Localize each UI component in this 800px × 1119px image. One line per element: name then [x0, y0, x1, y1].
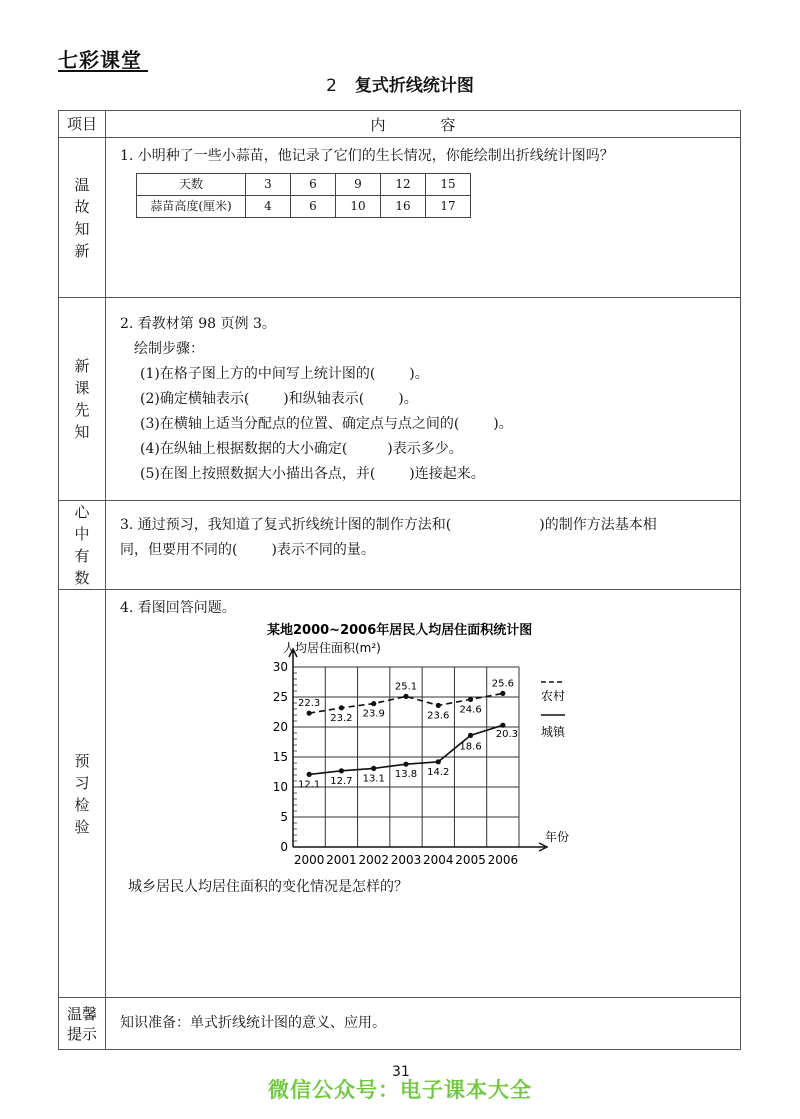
q4-text: 4. 看图回答问题。 — [120, 600, 236, 616]
x-tick-label: 2000 — [293, 853, 325, 867]
data-label: 12.7 — [330, 775, 353, 787]
q3-l1a: 3. 通过预习，我知道了复式折线统计图的制作方法和( — [120, 517, 452, 533]
data-label: 13.8 — [394, 769, 418, 781]
table-cell: 17 — [426, 196, 471, 218]
table-cell: 15 — [426, 174, 471, 196]
title-number: 2 — [326, 76, 337, 96]
table-row — [137, 174, 471, 196]
data-label: 12.1 — [298, 779, 321, 791]
data-point — [500, 691, 505, 696]
q3-line-2 — [120, 538, 728, 563]
chart-title: 某地2000~2006年居民人均居住面积统计图 — [267, 623, 533, 638]
y-tick-label: 10 — [272, 780, 288, 794]
step-2-a: (2)确定横轴表示( — [140, 391, 250, 407]
header-content: 内 容 — [106, 111, 741, 138]
step-4 — [120, 437, 728, 462]
worksheet-table — [58, 110, 741, 1050]
step-1 — [120, 362, 728, 387]
title-text: 复式折线统计图 — [354, 76, 474, 96]
tip-text: 知识准备：单式折线统计图的意义、应用。 — [120, 1015, 386, 1031]
section-label-tip: 温馨 提示 — [59, 998, 106, 1050]
table-cell: 12 — [381, 174, 426, 196]
q1-text: 1. 小明种了一些小蒜苗，他记录了它们的生长情况，你能绘制出折线统计图吗？ — [120, 148, 614, 164]
step-5-b: )连接起来。 — [409, 466, 485, 482]
x-tick-label: 2005 — [455, 853, 486, 867]
step-4-a: (4)在纵轴上根据数据的大小确定( — [140, 441, 348, 457]
header-item: 项目 — [59, 111, 106, 138]
step-3-a: (3)在横轴上适当分配点的位置、确定点与点之间的( — [140, 416, 460, 432]
y-tick-label: 0 — [280, 840, 288, 854]
section-label-check: 预 习 检 验 — [59, 590, 106, 998]
y-tick-label: 30 — [272, 660, 288, 674]
data-point — [371, 701, 376, 706]
data-label: 23.2 — [330, 712, 353, 724]
table-row — [137, 196, 471, 218]
step-2-c: )。 — [398, 391, 418, 407]
legend-rural: 农村 — [541, 689, 566, 703]
understand-cell — [106, 501, 741, 590]
step-2 — [120, 387, 728, 412]
table-cell: 天数 — [137, 174, 246, 196]
step-5 — [120, 462, 728, 487]
page-title — [0, 71, 800, 96]
step-4-b: )表示多少。 — [387, 441, 463, 457]
data-point — [468, 733, 473, 738]
data-label: 23.9 — [362, 708, 385, 720]
data-label: 25.1 — [394, 681, 418, 693]
section-label-preview: 新 课 先 知 — [59, 298, 106, 501]
table-cell: 10 — [336, 196, 381, 218]
q3-l1b: )的制作方法基本相 — [539, 517, 657, 533]
y-tick-label: 5 — [280, 810, 288, 824]
q3-l2b: )表示不同的量。 — [271, 542, 375, 558]
data-label: 14.2 — [427, 766, 450, 778]
table-cell: 16 — [381, 196, 426, 218]
q2-text: 2. 看教材第 98 页例 3。 — [120, 316, 276, 332]
data-point — [307, 772, 312, 777]
chart-xlabel: 年份 — [545, 830, 570, 844]
q2-intro: 绘制步骤： — [134, 341, 204, 357]
data-point — [371, 766, 376, 771]
data-label: 25.6 — [491, 678, 514, 690]
data-point — [339, 768, 344, 773]
data-label: 23.6 — [427, 710, 450, 722]
section-label-review: 温 故 知 新 — [59, 138, 106, 298]
data-label: 24.6 — [459, 704, 482, 716]
step-3 — [120, 412, 728, 437]
step-5-a: (5)在图上按照数据大小描出各点，并( — [140, 466, 376, 482]
y-tick-label: 25 — [272, 690, 288, 704]
x-tick-label: 2003 — [390, 853, 422, 867]
tip-cell — [106, 998, 741, 1050]
data-point — [307, 711, 312, 716]
q4-question: 城乡居民人均居住面积的变化情况是怎样的？ — [128, 879, 408, 895]
data-point — [500, 723, 505, 728]
preview-cell — [106, 298, 741, 501]
growth-table — [136, 173, 471, 218]
chart-ylabel: 人均居住面积(m²) — [283, 641, 381, 655]
step-2-b: )和纵轴表示( — [283, 391, 365, 407]
table-cell: 3 — [246, 174, 291, 196]
q3-l2a: 同，但要用不同的( — [120, 542, 238, 558]
data-point — [436, 759, 441, 764]
step-1-b: )。 — [409, 366, 429, 382]
x-tick-label: 2006 — [487, 853, 519, 867]
brand-logo: 七彩课堂 — [58, 48, 142, 72]
y-tick-label: 15 — [272, 750, 288, 764]
data-label: 22.3 — [298, 698, 321, 710]
step-1-a: (1)在格子图上方的中间写上统计图的( — [140, 366, 376, 382]
table-cell: 蒜苗高度(厘米) — [137, 196, 246, 218]
x-tick-label: 2001 — [326, 853, 357, 867]
x-tick-label: 2002 — [358, 853, 389, 867]
data-point — [339, 705, 344, 710]
page-number: 31 — [392, 1064, 410, 1080]
q3-line-1 — [120, 513, 728, 538]
data-label: 13.1 — [362, 773, 385, 785]
table-cell: 9 — [336, 174, 381, 196]
data-point — [468, 697, 473, 702]
data-label: 20.3 — [495, 729, 518, 741]
table-cell: 6 — [291, 174, 336, 196]
data-point — [403, 694, 408, 699]
table-cell: 4 — [246, 196, 291, 218]
x-tick-label: 2004 — [423, 853, 454, 867]
section-label-understand: 心 中 有 数 — [59, 501, 106, 590]
check-cell — [106, 590, 741, 998]
data-point — [436, 703, 441, 708]
y-tick-label: 20 — [272, 720, 288, 734]
data-label: 18.6 — [459, 741, 482, 753]
data-point — [403, 762, 408, 767]
legend-urban: 城镇 — [541, 725, 566, 739]
review-cell — [106, 138, 741, 298]
step-3-b: )。 — [493, 416, 513, 432]
housing-area-chart — [265, 621, 785, 871]
table-cell: 6 — [291, 196, 336, 218]
watermark: 微信公众号：电子课本大全 — [268, 1078, 532, 1102]
